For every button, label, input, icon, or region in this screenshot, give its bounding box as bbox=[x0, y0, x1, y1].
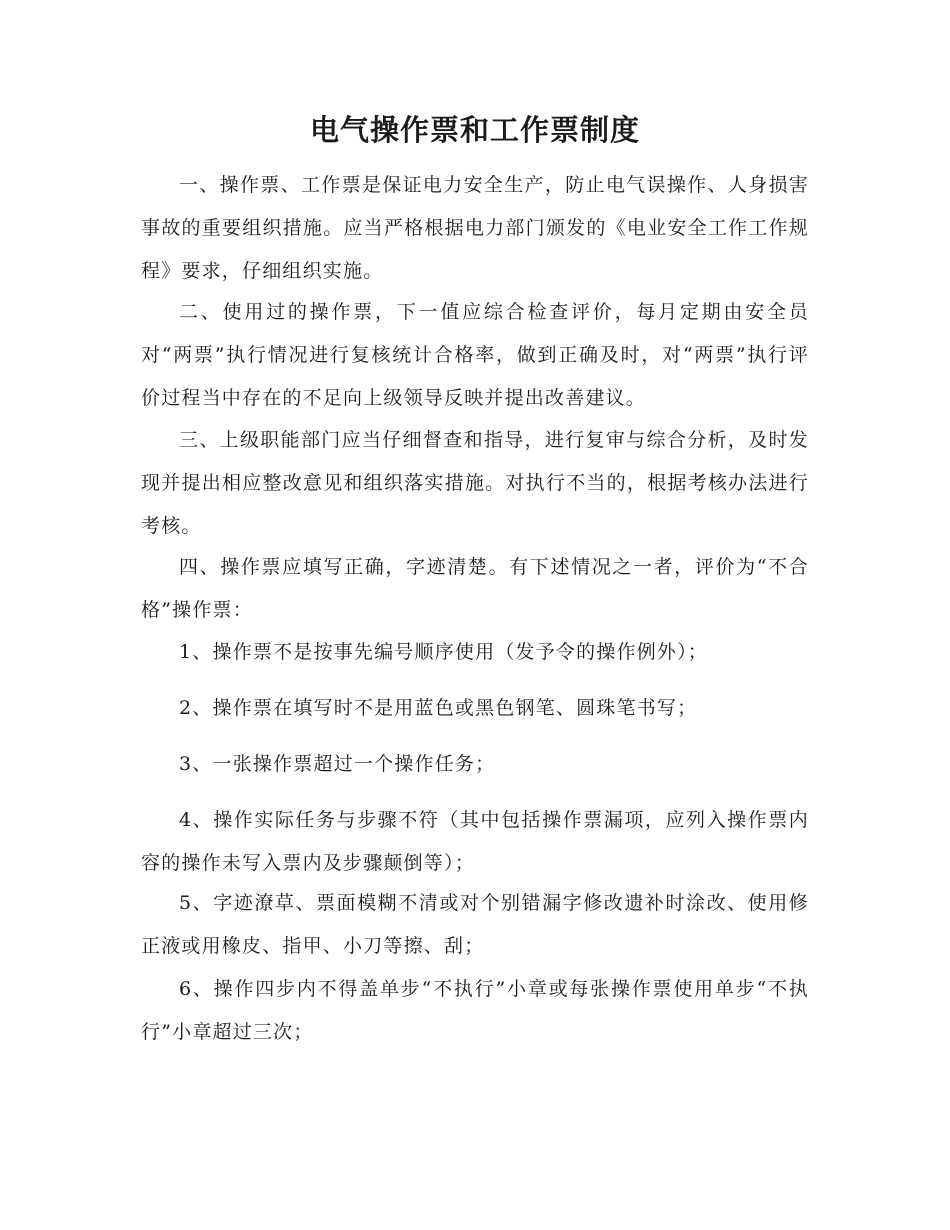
paragraph-1: 一、操作票、工作票是保证电力安全生产，防止电气误操作、人身损害事故的重要组织措施。应当严格根据电力部门颁发的《电业安全工作工作规程》要求，仔细组织实施。 bbox=[141, 174, 809, 282]
paragraph-4: 四、操作票应填写正确，字迹清楚。有下述情况之一者，评价为“不合格”操作票： bbox=[141, 556, 809, 621]
paragraph-3: 三、上级职能部门应当仔细督查和指导，进行复审与综合分析，及时发现并提出相应整改意见和组织落实措施。对执行不当的，根据考核办法进行考核。 bbox=[141, 429, 809, 537]
list-item-5: 5、字迹潦草、票面模糊不清或对个别错漏字修改遗补时涂改、使用修正液或用橡皮、指甲、小刀等擦、刮； bbox=[141, 892, 809, 957]
paragraph-2: 二、使用过的操作票，下一值应综合检查评价，每月定期由安全员对“两票”执行情况进行复核统计合格率，做到正确及时，对“两票”执行评价过程当中存在的不足向上级领导反映并提出改善建议。 bbox=[141, 301, 809, 409]
list-item-6: 6、操作四步内不得盖单步“不执行”小章或每张操作票使用单步“不执行”小章超过三次； bbox=[141, 978, 809, 1043]
document-title: 电气操作票和工作票制度 bbox=[309, 113, 640, 147]
list-item-1: 1、操作票不是按事先编号顺序使用（发予令的操作例外）； bbox=[179, 641, 708, 663]
list-item-3: 3、一张操作票超过一个操作任务； bbox=[179, 753, 496, 775]
list-item-2: 2、操作票在填写时不是用蓝色或黑色钢笔、圆珠笔书写； bbox=[179, 697, 698, 719]
list-item-4: 4、操作实际任务与步骤不符（其中包括操作票漏项，应列入操作票内容的操作未写入票内及步骤颠倒等）； bbox=[141, 809, 809, 874]
